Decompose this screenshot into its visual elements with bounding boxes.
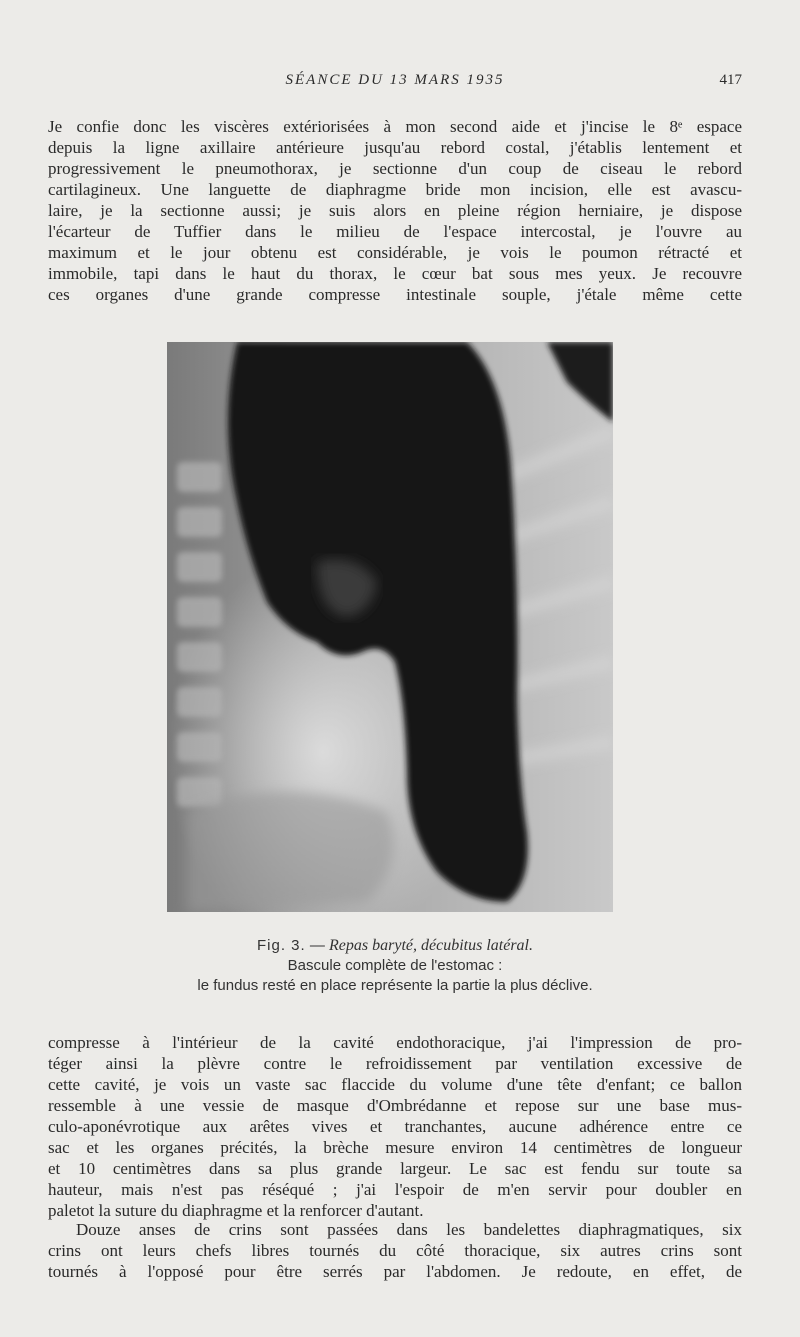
text-line: cette cavité, je vois un vaste sac flaccide du volume d'une tête d'enfant; ce ballon [48, 1075, 742, 1094]
text-line: ces organes d'une grande compresse intestinale souple, j'étale même cette [48, 285, 742, 304]
page-header [48, 72, 742, 92]
text-line: tournés à l'opposé pour être serrés par l'abdomen. Je redoute, en effet, de [48, 1262, 742, 1281]
paragraph-2 [48, 1032, 742, 1221]
figure-label: Fig. 3. [257, 937, 306, 954]
text-line: culo-aponévrotique aux arêtes vives et tranchantes, aucune adhérence entre ce [48, 1117, 742, 1136]
text-line: et 10 centimètres dans sa plus grande largeur. Le sac est fendu sur toute sa [48, 1159, 742, 1178]
text-line: téger ainsi la plèvre contre le refroidissement par ventilation excessive de [48, 1054, 742, 1073]
text-line: immobile, tapi dans le haut du thorax, le cœur bat sous mes yeux. Je recouvre [48, 264, 742, 283]
text-line: Je confie donc les viscères extériorisées à mon second aide et j'incise le 8ᵉ espace [48, 117, 742, 136]
figure-caption [48, 936, 742, 996]
text-line: sac et les organes précités, la brèche mesure environ 14 centimètres de longueur [48, 1138, 742, 1157]
caption-line-2: Bascule complète de l'estomac : [287, 957, 503, 974]
xray-figure [167, 342, 613, 912]
text-line: progressivement le pneumothorax, je sectionne d'un coup de ciseau le rebord [48, 159, 742, 178]
text-line: compresse à l'intérieur de la cavité endothoracique, j'ai l'impression de pro- [48, 1033, 742, 1052]
caption-line-3: le fundus resté en place représente la partie la plus déclive. [197, 977, 593, 994]
figure-title: Repas baryté, décubitus latéral. [329, 937, 533, 954]
text-line: l'écarteur de Tuffier dans le milieu de l'espace intercostal, je l'ouvre au [48, 222, 742, 241]
paragraph-3 [48, 1219, 742, 1282]
paragraph-1 [48, 116, 742, 305]
page-number: 417 [719, 72, 742, 88]
text-line: laire, je la sectionne aussi; je suis alors en pleine région herniaire, je dispose [48, 201, 742, 220]
text-line: Douze anses de crins sont passées dans les bandelettes diaphragmatiques, six [76, 1220, 742, 1239]
caption-line-1: Fig. 3. — Repas baryté, décubitus latéral. [257, 937, 533, 954]
running-title: SÉANCE DU 13 MARS 1935 [285, 72, 505, 88]
text-line: depuis la ligne axillaire antérieure jusqu'au rebord costal, j'établis lentement et [48, 138, 742, 157]
text-line: hauteur, mais n'est pas réséqué ; j'ai l'espoir de m'en servir pour doubler en [48, 1180, 742, 1199]
text-line: crins ont leurs chefs libres tournés du côté thoracique, six autres crins sont [48, 1241, 742, 1260]
text-line: cartilagineux. Une languette de diaphragme bride mon incision, elle est avascu- [48, 180, 742, 199]
text-line: ressemble à une vessie de masque d'Ombrédanne et repose sur une base mus- [48, 1096, 742, 1115]
text-line: maximum et le jour obtenu est considérable, je vois le poumon rétracté et [48, 243, 742, 262]
text-line: paletot la suture du diaphragme et la renforcer d'autant. [48, 1201, 424, 1220]
xray-image [167, 342, 613, 912]
